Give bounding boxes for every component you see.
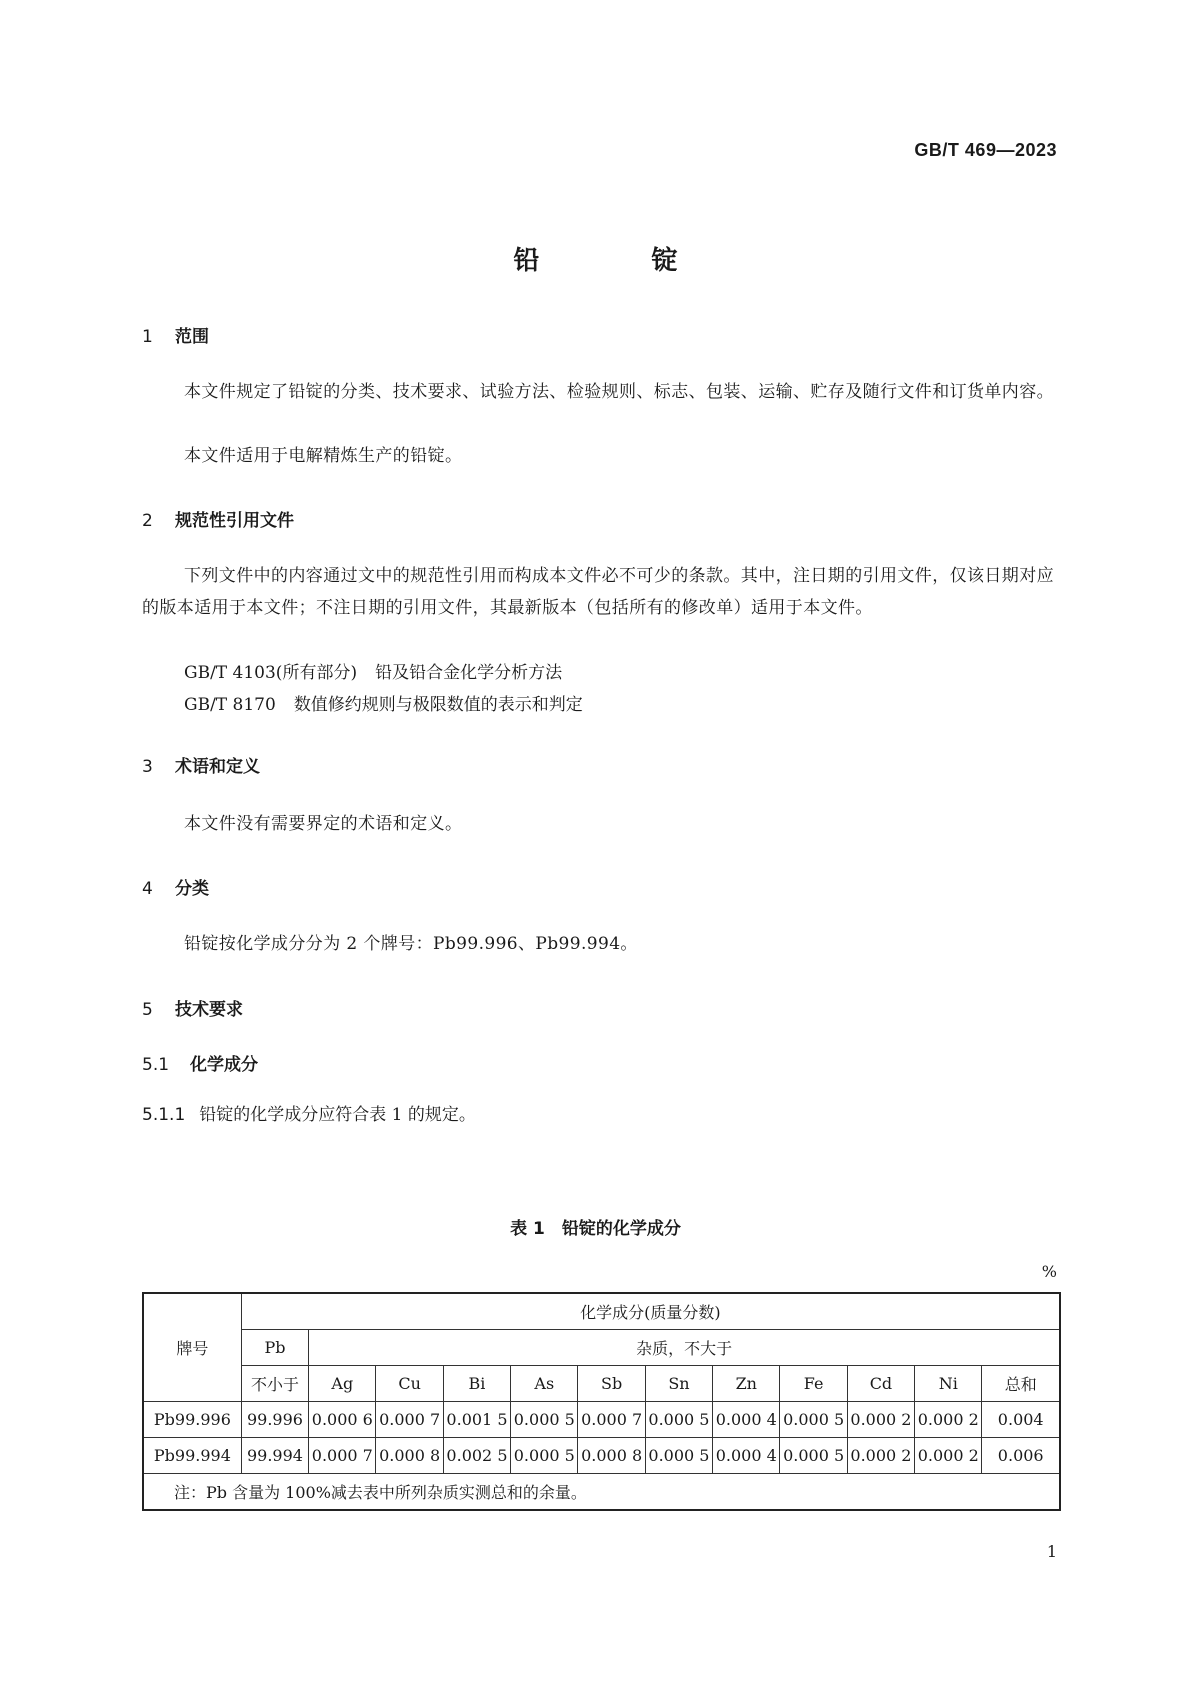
section-4-heading [142, 874, 209, 899]
cell-value: 0.000 5 [511, 1438, 578, 1474]
standard-code: GB/T 469—2023 [914, 140, 1057, 160]
section-title: 分类 [175, 879, 209, 899]
header-impurities: 杂质，不大于 [309, 1330, 1060, 1366]
cell-value: 0.000 7 [309, 1438, 376, 1474]
section-2-paragraph-1: 下列文件中的内容通过文中的规范性引用而构成本文件必不可少的条款。其中，注日期的引用文件，仅该日期对应的版本适用于本文件；不注日期的引用文件，其最新版本（包括所有的修改单）适用于本文件。 [142, 566, 1054, 618]
title-char-2: 锭 [651, 246, 678, 276]
page-number: 1 [1046, 1542, 1057, 1561]
section-number: 5 [142, 1000, 153, 1020]
section-number: 2 [142, 511, 153, 531]
cell-value: 0.000 2 [915, 1402, 982, 1438]
section-5-heading [142, 995, 243, 1020]
table-note: 注：Pb 含量为 100%减去表中所列杂质实测总和的余量。 [143, 1474, 1060, 1511]
section-number: 3 [142, 757, 153, 777]
table-unit: % [1041, 1262, 1057, 1281]
section-number: 1 [142, 327, 153, 347]
header-pb: Pb [241, 1330, 308, 1366]
clause-5-1-1 [142, 1100, 476, 1125]
cell-value: 0.000 2 [847, 1402, 914, 1438]
cell-value: 0.002 5 [443, 1438, 510, 1474]
section-3-paragraph-1: 本文件没有需要界定的术语和定义。 [184, 814, 463, 834]
cell-total: 0.006 [982, 1438, 1060, 1474]
table-header-row [143, 1330, 1060, 1366]
reference-title: 铅及铅合金化学分析方法 [375, 663, 563, 683]
table-row [143, 1402, 1060, 1438]
cell-value: 0.000 7 [578, 1402, 645, 1438]
section-1-heading [142, 322, 209, 347]
clause-text: 铅锭的化学成分应符合表 1 的规定。 [199, 1105, 476, 1125]
title-char-1: 铅 [513, 246, 540, 276]
header-element: 总和 [982, 1366, 1060, 1402]
cell-pb: 99.996 [241, 1402, 308, 1438]
section-number: 4 [142, 879, 153, 899]
cell-value: 0.000 5 [780, 1402, 847, 1438]
cell-value: 0.000 5 [780, 1438, 847, 1474]
table-header-row [143, 1293, 1060, 1330]
cell-value: 0.000 4 [713, 1402, 780, 1438]
header-element: Sb [578, 1366, 645, 1402]
table-note-row [143, 1474, 1060, 1511]
reference-code: GB/T 4103(所有部分) [184, 663, 358, 683]
section-number: 5.1 [142, 1055, 170, 1075]
cell-value: 0.000 8 [376, 1438, 443, 1474]
section-title: 范围 [175, 327, 209, 347]
cell-value: 0.000 5 [645, 1438, 712, 1474]
cell-value: 0.000 6 [309, 1402, 376, 1438]
section-3-heading [142, 752, 260, 777]
header-element: Sn [645, 1366, 712, 1402]
normative-reference [184, 690, 583, 715]
chemical-composition-table [142, 1292, 1061, 1511]
section-title: 技术要求 [175, 1000, 243, 1020]
section-4-paragraph-1: 铅锭按化学成分分为 2 个牌号：Pb99.996、Pb99.994。 [184, 934, 638, 954]
header-grade: 牌号 [143, 1293, 241, 1402]
cell-grade: Pb99.996 [143, 1402, 241, 1438]
section-2-heading [142, 506, 294, 531]
header-element: Ni [915, 1366, 982, 1402]
cell-value: 0.001 5 [443, 1402, 510, 1438]
header-element: Ag [309, 1366, 376, 1402]
reference-code: GB/T 8170 [184, 695, 276, 715]
table-caption: 表 1 铅锭的化学成分 [510, 1219, 681, 1239]
header-element: As [511, 1366, 578, 1402]
header-element: Cd [847, 1366, 914, 1402]
cell-pb: 99.994 [241, 1438, 308, 1474]
header-element: Cu [376, 1366, 443, 1402]
header-composition: 化学成分(质量分数) [241, 1293, 1060, 1330]
cell-value: 0.000 5 [645, 1402, 712, 1438]
section-5-1-heading [142, 1050, 258, 1075]
cell-total: 0.004 [982, 1402, 1060, 1438]
section-1-paragraph-1: 本文件规定了铅锭的分类、技术要求、试验方法、检验规则、标志、包装、运输、贮存及随行文件和订货单内容。 [184, 382, 1054, 402]
reference-title: 数值修约规则与极限数值的表示和判定 [293, 695, 583, 715]
cell-value: 0.000 2 [847, 1438, 914, 1474]
cell-grade: Pb99.994 [143, 1438, 241, 1474]
header-pb-min: 不小于 [241, 1366, 308, 1402]
normative-reference [184, 658, 562, 683]
table-header-row [143, 1366, 1060, 1402]
cell-value: 0.000 2 [915, 1438, 982, 1474]
clause-number: 5.1.1 [142, 1105, 186, 1125]
header-element: Bi [443, 1366, 510, 1402]
document-title [0, 240, 1191, 277]
cell-value: 0.000 5 [511, 1402, 578, 1438]
section-title: 术语和定义 [175, 757, 260, 777]
header-element: Zn [713, 1366, 780, 1402]
cell-value: 0.000 8 [578, 1438, 645, 1474]
table-row [143, 1438, 1060, 1474]
section-title: 化学成分 [190, 1055, 258, 1075]
section-title: 规范性引用文件 [175, 511, 294, 531]
header-element: Fe [780, 1366, 847, 1402]
section-1-paragraph-2: 本文件适用于电解精炼生产的铅锭。 [184, 446, 463, 466]
cell-value: 0.000 7 [376, 1402, 443, 1438]
cell-value: 0.000 4 [713, 1438, 780, 1474]
